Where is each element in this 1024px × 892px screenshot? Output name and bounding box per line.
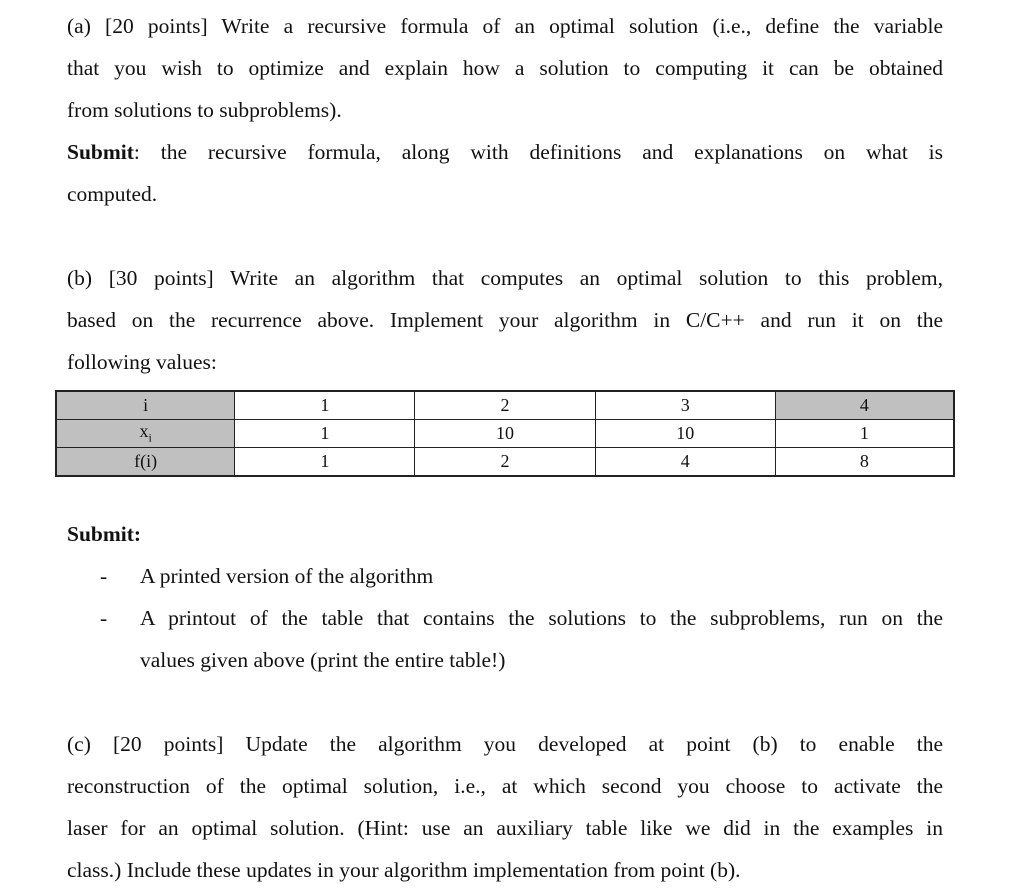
submit-bullet-2-line-1: A printout of the table that contains the solutions to the subproblems, run on the [140, 606, 943, 630]
part-b-line-1: (b) [30 points] Write an algorithm that computes an optimal solution to this problem, [67, 266, 943, 290]
part-c-line-4: class.) Include these updates in your algorithm implementation from point (b). [67, 858, 741, 882]
part-c-line-1: (c) [20 points] Update the algorithm you developed at point (b) to enable the [67, 732, 943, 756]
table-cell: 1 [235, 448, 415, 477]
part-a-line-2: that you wish to optimize and explain how a solution to computing it can be obtained [67, 56, 943, 80]
part-b-line-3: following values: [67, 350, 217, 374]
table-row-f [56, 448, 954, 477]
table-cell: 4 [595, 448, 775, 477]
part-a-line-1: (a) [20 points] Write a recursive formula of an optimal solution (i.e., define the variable [67, 14, 943, 38]
part-b-line-2: based on the recurrence above. Implement your algorithm in C/C++ and run it on the [67, 308, 943, 332]
table-row-i [56, 391, 954, 420]
table-cell: 4 [775, 391, 954, 420]
bullet-dash: - [100, 564, 108, 588]
submit-heading: Submit: [67, 522, 142, 546]
table-cell: 2 [415, 448, 595, 477]
part-a-line-3: from solutions to subproblems). [67, 98, 342, 122]
part-c-line-3: laser for an optimal solution. (Hint: use an auxiliary table like we did in the examples in [67, 816, 943, 840]
table-cell: 3 [595, 391, 775, 420]
submit-label: Submit [67, 140, 134, 164]
table-cell: 10 [415, 420, 595, 448]
values-table [55, 390, 955, 477]
table-cell: 10 [595, 420, 775, 448]
part-a-submit-line [67, 138, 943, 166]
row-label-f: f(i) [56, 448, 235, 477]
submit-bullet-1: A printed version of the algorithm [140, 564, 434, 588]
submit-text: : the recursive formula, along with definitions and explanations on what is [133, 140, 943, 164]
submit-bullet-2-line-2: values given above (print the entire table!) [140, 648, 506, 672]
part-c-line-2: reconstruction of the optimal solution, i.e., at which second you choose to activate the [67, 774, 943, 798]
part-a-line-5: computed. [67, 182, 158, 206]
table-row-x [56, 420, 954, 448]
table-cell: 1 [235, 391, 415, 420]
row-label-x: $x_i$ [56, 420, 235, 448]
table-cell: 8 [775, 448, 954, 477]
row-label-i: i [56, 391, 235, 420]
table-cell: 1 [775, 420, 954, 448]
table-cell: 2 [415, 391, 595, 420]
bullet-dash: - [100, 606, 108, 630]
table-cell: 1 [235, 420, 415, 448]
